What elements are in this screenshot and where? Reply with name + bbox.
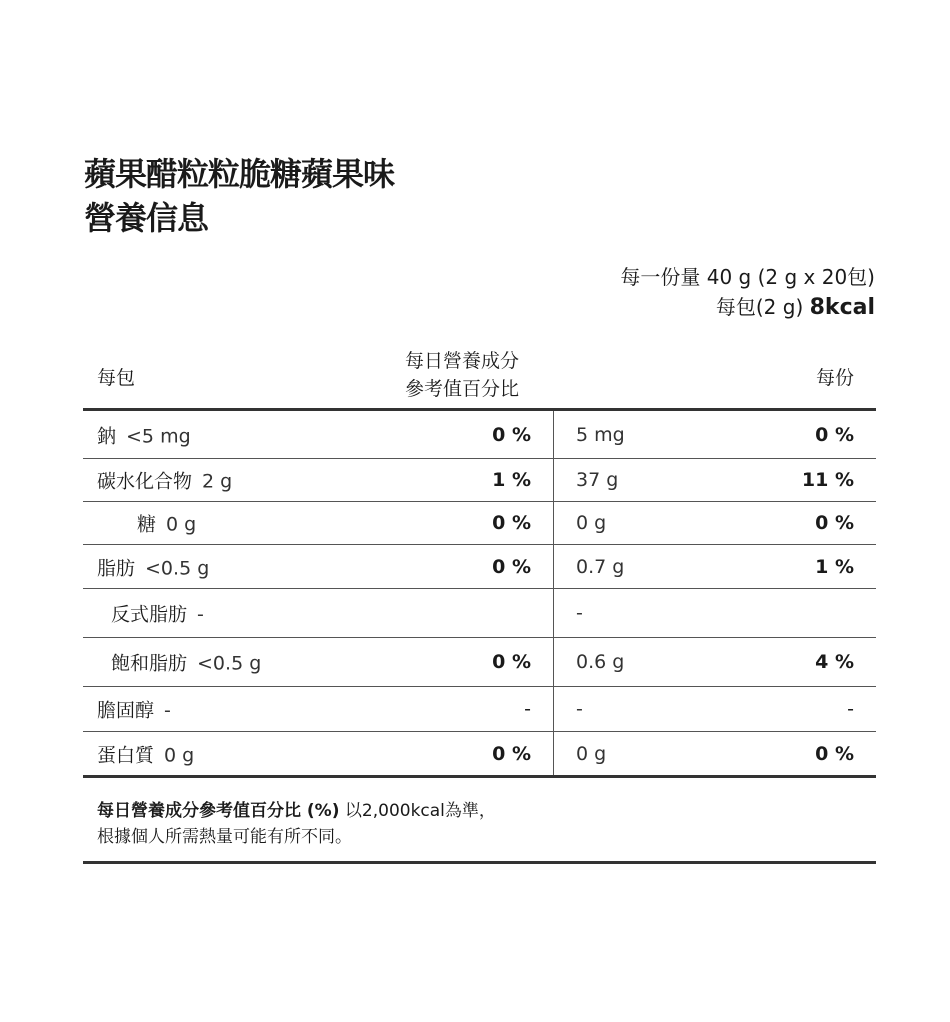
serving-amount: 0.6 g bbox=[576, 651, 625, 673]
calories-value: 8kcal bbox=[809, 295, 875, 320]
serving-pct: 1 % bbox=[815, 555, 854, 578]
nutrient-pct: - bbox=[524, 698, 531, 720]
header-daily-value-line1: 每日營養成分 bbox=[405, 350, 520, 372]
nutrition-table bbox=[83, 345, 876, 778]
serving-amount: 0 g bbox=[576, 742, 607, 765]
nutrient-pct: 1 % bbox=[492, 469, 531, 491]
serving-amount: 5 mg bbox=[576, 423, 625, 446]
per-pack-calories bbox=[620, 292, 875, 323]
nutrient-name: 蛋白質 0 g bbox=[97, 744, 195, 766]
per-pack-label: 每包(2 g) bbox=[715, 295, 810, 319]
table-row bbox=[83, 687, 876, 732]
serving-amount: 0 g bbox=[576, 512, 607, 534]
serving-amount: - bbox=[576, 698, 583, 720]
nutrient-name: 糖 0 g bbox=[137, 513, 197, 536]
header-daily-value bbox=[405, 347, 519, 403]
nutrient-pct: 0 % bbox=[492, 512, 531, 534]
footnote-rest: 以2,000kcal為準， bbox=[339, 801, 496, 821]
serving-amount: - bbox=[576, 602, 583, 624]
table-row bbox=[83, 589, 876, 638]
serving-pct: 11 % bbox=[801, 469, 854, 491]
nutrient-name: 脂肪 <0.5 g bbox=[97, 557, 210, 579]
title-block bbox=[84, 152, 394, 240]
serving-pct: 0 % bbox=[815, 512, 854, 534]
table-row bbox=[83, 732, 876, 778]
nutrient-name: 膽固醇 - bbox=[97, 699, 171, 722]
nutrient-pct: 0 % bbox=[492, 742, 531, 765]
table-row bbox=[83, 459, 876, 502]
table-row bbox=[83, 411, 876, 459]
nutrient-name: 飽和脂肪 <0.5 g bbox=[111, 652, 262, 675]
nutrient-pct: 0 % bbox=[492, 423, 531, 446]
header-daily-value-line2: 參考值百分比 bbox=[405, 378, 520, 400]
table-row bbox=[83, 545, 876, 589]
serving-amount: 0.7 g bbox=[576, 555, 625, 578]
footnote-line1 bbox=[97, 798, 496, 824]
nutrient-name: 反式脂肪 - bbox=[111, 603, 204, 626]
header-per-serving: 每份 bbox=[815, 367, 854, 389]
table-header bbox=[83, 345, 876, 411]
serving-pct: 0 % bbox=[815, 423, 854, 446]
header-per-pack: 每包 bbox=[97, 367, 136, 389]
section-title: 營養信息 bbox=[84, 199, 209, 237]
serving-pct: 0 % bbox=[815, 742, 854, 765]
serving-amount: 37 g bbox=[576, 469, 619, 491]
nutrient-pct: 0 % bbox=[492, 555, 531, 578]
nutrient-pct: 0 % bbox=[492, 651, 531, 673]
serving-info bbox=[620, 262, 875, 323]
nutrient-name: 鈉 <5 mg bbox=[97, 425, 191, 447]
serving-pct: 4 % bbox=[815, 651, 854, 673]
table-row bbox=[83, 638, 876, 687]
footnote-line2: 根據個人所需熱量可能有所不同。 bbox=[97, 827, 352, 847]
nutrient-name: 碳水化合物 2 g bbox=[97, 470, 233, 493]
footnote-bold: 每日營養成分參考值百分比 (%) bbox=[97, 801, 340, 821]
serving-pct: - bbox=[847, 698, 854, 720]
serving-size: 每一份量 40 g (2 g x 20包) bbox=[620, 265, 875, 289]
footnote bbox=[83, 778, 876, 864]
table-row bbox=[83, 502, 876, 545]
product-title: 蘋果醋粒粒脆糖蘋果味 bbox=[84, 155, 395, 193]
